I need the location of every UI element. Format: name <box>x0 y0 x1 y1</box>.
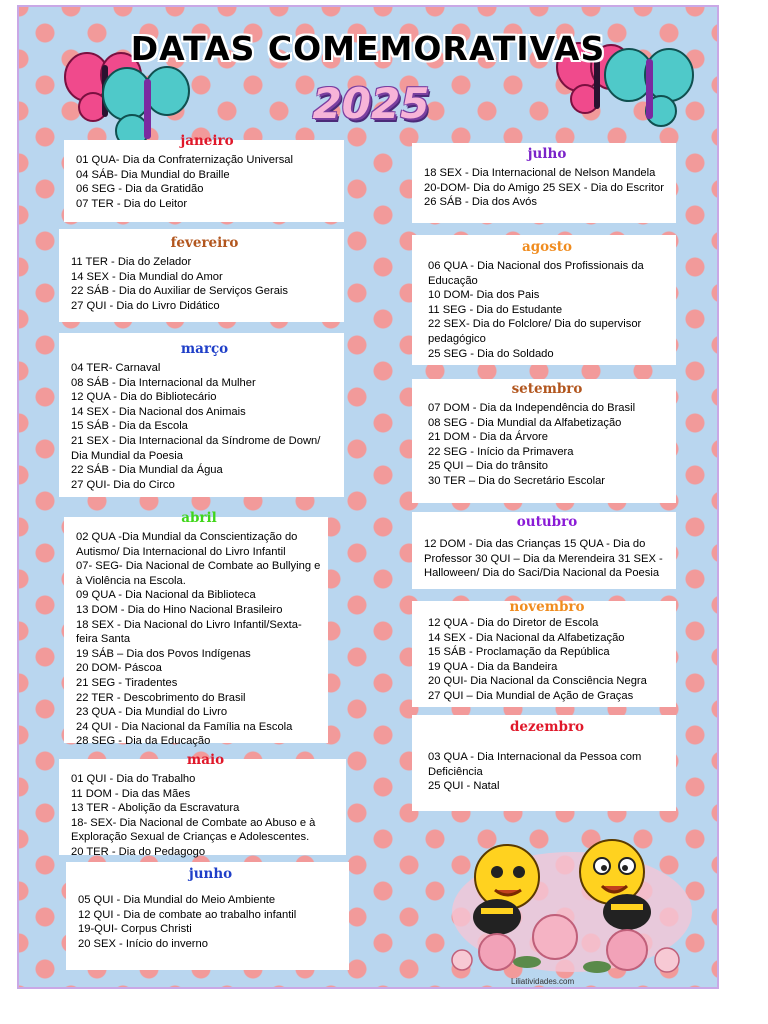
event-list-fevereiro <box>71 255 338 313</box>
event-item: 12 QUA - Dia do Bibliotecário <box>71 391 217 404</box>
event-item: 13 TER - Abolição da Escravatura <box>71 802 240 815</box>
event-item: 22 SEX- Dia do Folclore/ Dia do supervisor pedagógico <box>428 318 642 345</box>
event-item: 25 SEG - Dia do Soldado <box>428 347 554 360</box>
month-card-novembro <box>412 601 676 707</box>
month-card-janeiro <box>64 133 344 222</box>
event-item: 07 TER - Dia do Leitor <box>76 197 188 210</box>
month-card-outubro <box>412 512 676 589</box>
event-item: 21 SEG - Tiradentes <box>76 676 178 689</box>
event-list-abril <box>76 530 322 749</box>
month-title-abril: abril <box>181 510 217 526</box>
bees-flowers-illustration <box>437 822 707 987</box>
event-item: 21 SEX - Dia Internacional da Síndrome de Down/ Dia Mundial da Poesia <box>71 434 321 462</box>
event-list-agosto <box>424 259 670 361</box>
event-item: 04 TER- Carnaval <box>71 362 161 374</box>
month-title-agosto: agosto <box>521 239 573 255</box>
event-item: 14 SEX - Dia Nacional dos Animais <box>71 405 246 418</box>
event-item: 10 DOM- Dia dos Pais <box>428 289 540 302</box>
month-title-setembro: setembro <box>511 381 583 397</box>
month-title-junho: junho <box>188 866 233 882</box>
event-item: 27 QUI – Dia Mundial de Ação de Graças <box>428 689 634 702</box>
event-list-janeiro <box>76 153 338 211</box>
event-item: 07 DOM - Dia da Independência do Brasil <box>428 402 636 414</box>
event-item: 08 SEG - Dia Mundial da Alfabetização <box>428 416 622 429</box>
month-title-julho: julho <box>527 146 567 162</box>
event-item: 15 SÁB - Dia da Escola <box>71 420 188 433</box>
month-card-fevereiro <box>59 229 344 322</box>
event-list-julho <box>424 166 670 210</box>
event-item: 11 DOM - Dia das Mães <box>71 787 191 800</box>
event-item: 19 SÁB – Dia dos Povos Indígenas <box>76 647 251 660</box>
event-item: 20-DOM- Dia do Amigo 25 SEX - Dia do Escritor <box>424 181 664 194</box>
event-item: 03 QUA - Dia Internacional da Pessoa com Deficiência <box>428 751 642 778</box>
event-item: 22 TER - Descobrimento do Brasil <box>76 691 246 704</box>
event-item: 22 SEG - Início da Primavera <box>428 445 574 458</box>
event-item: 30 TER – Dia do Secretário Escolar <box>428 474 606 487</box>
event-item: 14 SEX - Dia Nacional da Alfabetização <box>428 631 625 644</box>
event-item: 20 QUI- Dia Nacional da Consciência Negra <box>428 675 647 688</box>
event-item: 20 TER - Dia do Pedagogo <box>71 845 206 858</box>
month-title-novembro: novembro <box>509 599 585 615</box>
month-title-marco: março <box>180 341 229 357</box>
event-item: 08 SÁB - Dia Internacional da Mulher <box>71 376 256 389</box>
month-title-maio: maio <box>186 752 225 768</box>
event-item: 27 QUI - Dia do Livro Didático <box>71 299 220 312</box>
event-item: 15 SÁB - Proclamação da República <box>428 646 610 659</box>
month-card-abril <box>64 510 328 748</box>
event-list-dezembro <box>424 750 670 794</box>
event-list-setembro <box>424 401 670 489</box>
event-item: 26 SÁB - Dia dos Avós <box>424 196 537 209</box>
event-item: 11 TER - Dia do Zelador <box>71 256 192 268</box>
event-item: 20 DOM- Páscoa <box>76 662 162 675</box>
month-card-dezembro <box>412 715 676 811</box>
event-item: 02 QUA -Dia Mundial da Conscientização do Autismo/ Dia Internacional do Livro Infantil <box>76 531 298 558</box>
page-title: DATAS COMEMORATIVAS <box>130 29 606 68</box>
month-card-maio <box>59 752 346 858</box>
month-card-junho <box>66 862 349 970</box>
event-item: 18- SEX- Dia Nacional de Combate ao Abuso e à Exploração Sexual de Crianças e Adolescentes. <box>71 816 316 844</box>
event-item: 25 QUI – Dia do trânsito <box>428 460 549 473</box>
event-item: 24 QUI - Dia Nacional da Família na Escola <box>76 720 293 733</box>
event-item: 21 DOM - Dia da Árvore <box>428 431 548 444</box>
event-list-outubro <box>424 537 670 581</box>
credit-text: Liliatividades.com <box>511 977 575 986</box>
event-list-novembro <box>424 616 670 704</box>
event-item: 12 QUI - Dia de combate ao trabalho infantil <box>78 908 297 921</box>
event-item: 19 QUA - Dia da Bandeira <box>428 660 558 673</box>
month-title-outubro: outubro <box>516 514 578 530</box>
month-card-setembro <box>412 379 676 503</box>
event-list-maio <box>71 772 340 860</box>
event-item: 04 SÁB- Dia Mundial do Braille <box>76 168 230 181</box>
event-list-junho <box>78 893 343 951</box>
event-item: 25 QUI - Natal <box>428 780 500 793</box>
event-item: 27 QUI- Dia do Circo <box>71 478 175 491</box>
event-item: 12 DOM - Dia das Crianças 15 QUA - Dia do Professor 30 QUI – Dia da Merendeira 31 SEX - Halloween/ Dia do Saci/Dia Nacional da Poesia <box>424 538 663 580</box>
event-item: 18 SEX - Dia Internacional de Nelson Mandela <box>424 167 656 179</box>
month-card-marco <box>59 333 344 497</box>
event-item: 05 QUI - Dia Mundial do Meio Ambiente <box>78 894 276 906</box>
event-item: 01 QUI - Dia do Trabalho <box>71 773 196 785</box>
event-item: 06 SEG - Dia da Gratidão <box>76 183 204 196</box>
event-item: 06 QUA - Dia Nacional dos Profissionais da Educação <box>428 260 644 287</box>
event-item: 18 SEX - Dia Nacional do Livro Infantil/Sexta-feira Santa <box>76 618 302 646</box>
event-item: 09 QUA - Dia Nacional da Biblioteca <box>76 589 256 602</box>
event-item: 22 SÁB - Dia do Auxiliar de Serviços Gerais <box>71 285 289 298</box>
event-item: 11 SEG - Dia do Estudante <box>428 303 563 316</box>
event-item: 22 SÁB - Dia Mundial da Água <box>71 464 223 477</box>
event-item: 20 SEX - Início do inverno <box>78 937 208 950</box>
event-list-marco <box>71 361 338 492</box>
event-item: 12 QUA - Dia do Diretor de Escola <box>428 617 599 629</box>
event-item: 19-QUI- Corpus Christi <box>78 923 192 936</box>
event-item: 01 QUA- Dia da Confraternização Universal <box>76 154 294 166</box>
month-card-julho <box>412 143 676 223</box>
event-item: 23 QUA - Dia Mundial do Livro <box>76 706 228 719</box>
year-label: 2025 <box>312 79 430 128</box>
event-item: 13 DOM - Dia do Hino Nacional Brasileiro <box>76 603 283 616</box>
month-title-fevereiro: fevereiro <box>170 235 239 251</box>
event-item: 07- SEG- Dia Nacional de Combate ao Bullying e à Violência na Escola. <box>76 560 321 587</box>
event-item: 28 SEG - Dia da Educação <box>76 735 211 748</box>
month-title-janeiro: janeiro <box>180 133 234 149</box>
event-item: 14 SEX - Dia Mundial do Amor <box>71 270 223 283</box>
month-title-dezembro: dezembro <box>509 719 585 735</box>
month-card-agosto <box>412 235 676 365</box>
calendar-poster <box>17 5 719 989</box>
